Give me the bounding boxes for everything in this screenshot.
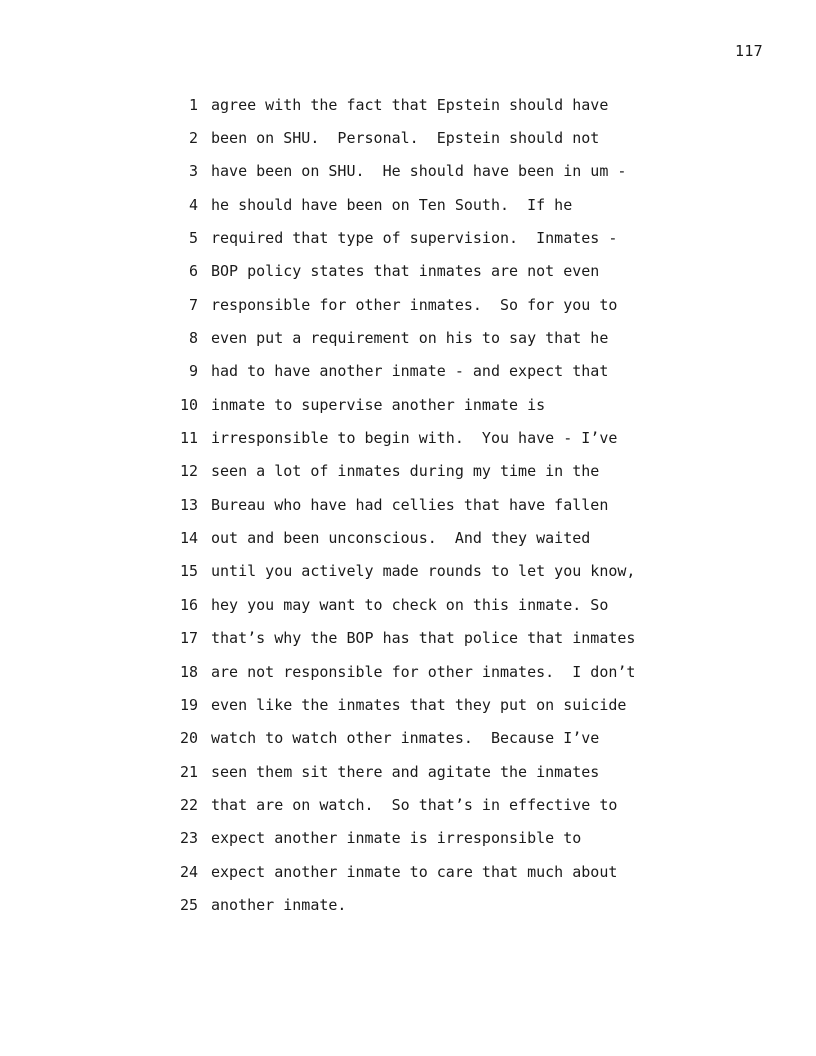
line-text: BOP policy states that inmates are not even (211, 262, 600, 281)
transcript-line (170, 155, 730, 188)
transcript-line (170, 822, 730, 855)
line-number: 10 (179, 395, 198, 414)
line-number: 3 (188, 162, 198, 181)
line-text: seen a lot of inmates during my time in the (211, 462, 600, 481)
line-text: even put a requirement on his to say that he (211, 329, 609, 348)
line-text: that are on watch. So that’s in effective to (211, 795, 618, 814)
transcript-line (170, 321, 730, 354)
line-number: 19 (179, 695, 198, 714)
line-text: been on SHU. Personal. Epstein should not (211, 129, 600, 148)
line-number: 1 (188, 95, 198, 114)
line-number: 8 (188, 329, 198, 348)
line-number: 17 (179, 629, 198, 648)
line-number: 14 (179, 529, 198, 548)
line-text: had to have another inmate - and expect that (211, 362, 609, 381)
page-number: 117 (735, 42, 763, 60)
line-number: 6 (188, 262, 198, 281)
line-text: expect another inmate to care that much about (211, 862, 618, 881)
line-number: 13 (179, 495, 198, 514)
transcript-line (170, 688, 730, 721)
transcript-body (170, 88, 730, 922)
transcript-line (170, 488, 730, 521)
line-text: inmate to supervise another inmate is (211, 395, 546, 414)
line-text: that’s why the BOP has that police that inmates (211, 629, 636, 648)
line-number: 20 (179, 729, 198, 748)
transcript-line (170, 288, 730, 321)
line-number: 11 (179, 429, 198, 448)
line-text: seen them sit there and agitate the inmates (211, 762, 600, 781)
line-number: 23 (179, 829, 198, 848)
line-text: until you actively made rounds to let you know, (211, 562, 636, 581)
transcript-line (170, 355, 730, 388)
line-text: hey you may want to check on this inmate. So (211, 595, 609, 614)
transcript-line (170, 121, 730, 154)
transcript-line (170, 521, 730, 554)
line-text: responsible for other inmates. So for you to (211, 295, 618, 314)
transcript-line (170, 421, 730, 454)
transcript-line (170, 388, 730, 421)
line-number: 9 (188, 362, 198, 381)
transcript-line (170, 188, 730, 221)
line-number: 16 (179, 595, 198, 614)
line-number: 15 (179, 562, 198, 581)
line-number: 2 (188, 129, 198, 148)
line-number: 21 (179, 762, 198, 781)
line-text: watch to watch other inmates. Because I’ve (211, 729, 600, 748)
transcript-line (170, 722, 730, 755)
line-number: 24 (179, 862, 198, 881)
line-number: 7 (188, 295, 198, 314)
line-number: 25 (179, 895, 198, 914)
line-text: required that type of supervision. Inmates - (211, 229, 618, 248)
line-text: have been on SHU. He should have been in um - (211, 162, 627, 181)
line-text: irresponsible to begin with. You have - I’ve (211, 429, 618, 448)
line-text: are not responsible for other inmates. I don’t (211, 662, 636, 681)
line-text: expect another inmate is irresponsible to (211, 829, 582, 848)
line-text: Bureau who have had cellies that have fallen (211, 495, 609, 514)
line-number: 12 (179, 462, 198, 481)
transcript-line (170, 88, 730, 121)
line-text: out and been unconscious. And they waited (211, 529, 591, 548)
transcript-line (170, 755, 730, 788)
transcript-line (170, 255, 730, 288)
transcript-line (170, 855, 730, 888)
line-number: 18 (179, 662, 198, 681)
line-number: 5 (188, 229, 198, 248)
transcript-line (170, 221, 730, 254)
transcript-line (170, 788, 730, 821)
transcript-line (170, 455, 730, 488)
transcript-line (170, 622, 730, 655)
transcript-line (170, 655, 730, 688)
line-text: agree with the fact that Epstein should have (211, 95, 609, 114)
line-text: he should have been on Ten South. If he (211, 195, 573, 214)
line-text: even like the inmates that they put on suicide (211, 695, 627, 714)
transcript-line (170, 555, 730, 588)
line-number: 4 (188, 195, 198, 214)
line-text: another inmate. (211, 895, 347, 914)
transcript-line (170, 888, 730, 921)
transcript-line (170, 588, 730, 621)
line-number: 22 (179, 795, 198, 814)
